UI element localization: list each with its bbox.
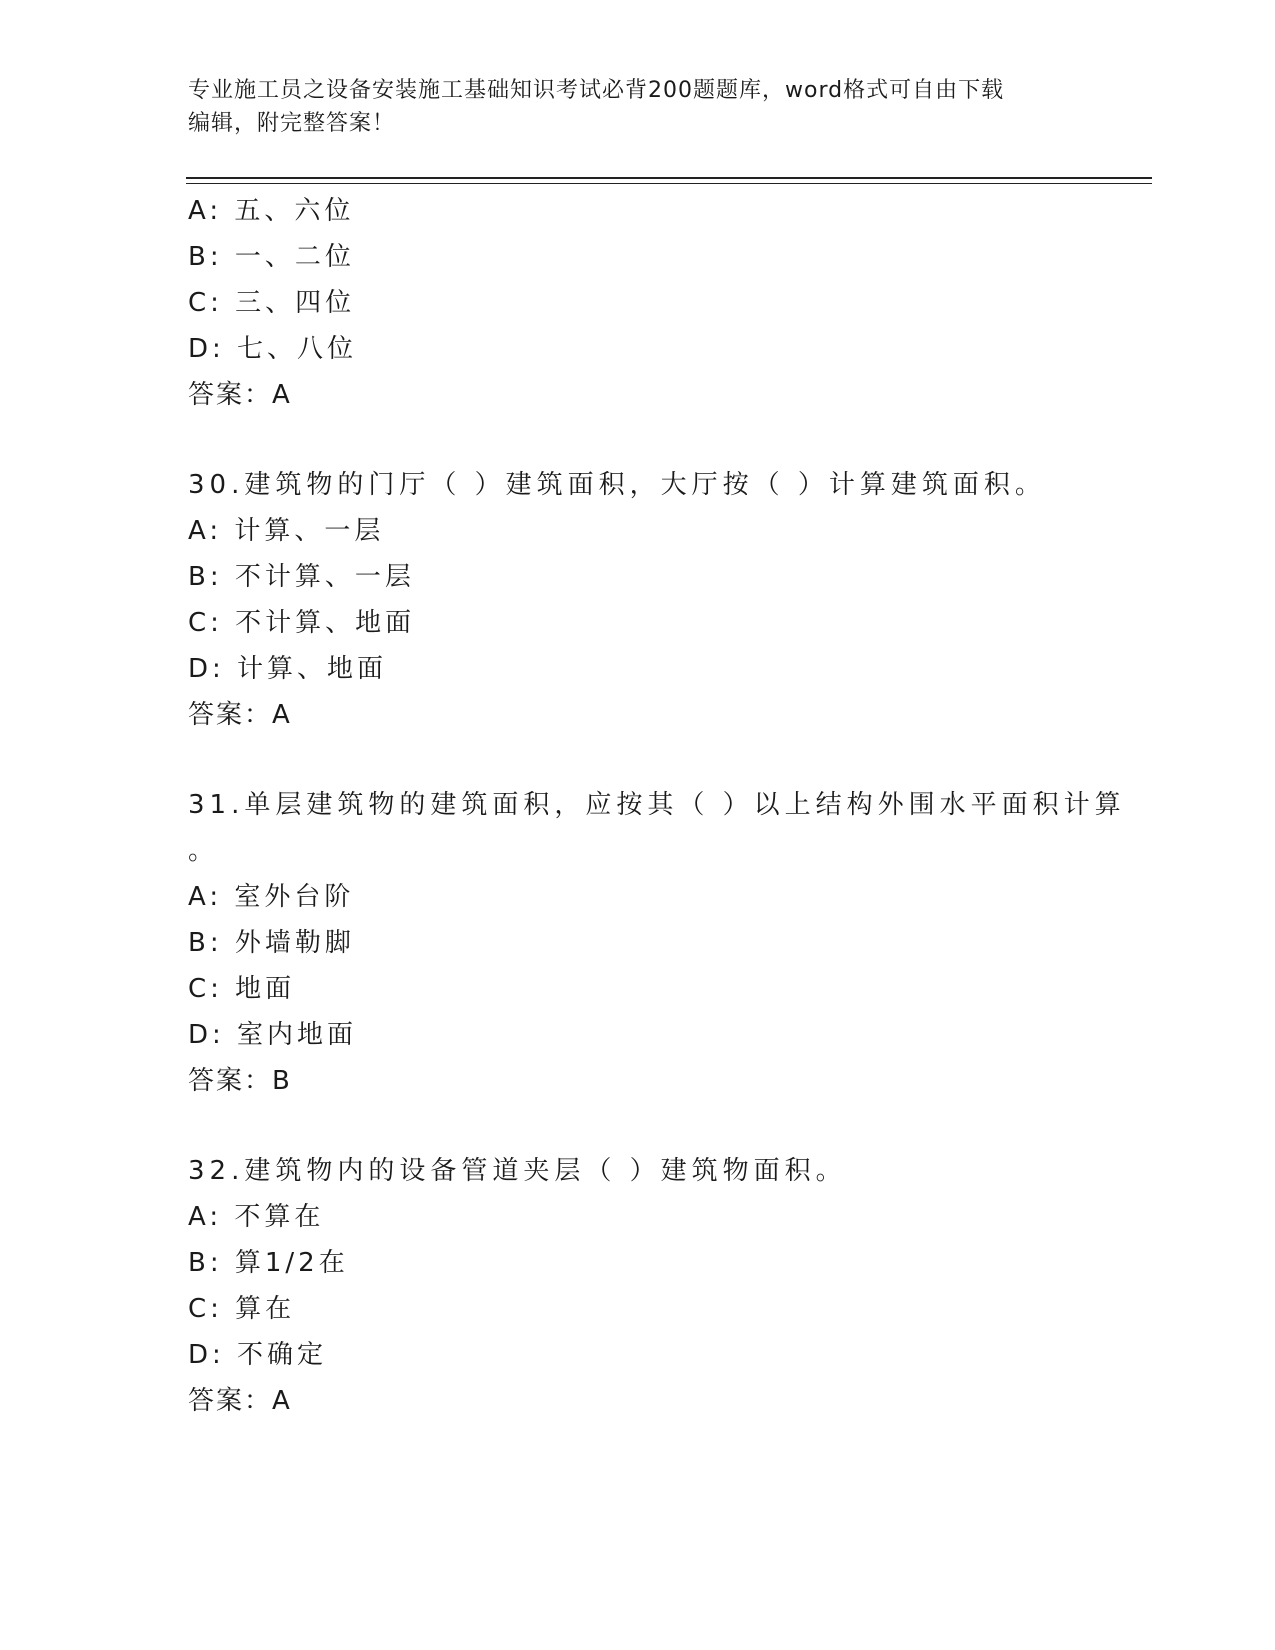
option-a: A: 不算在 (188, 1202, 325, 1232)
option-b: B: 一、二位 (188, 242, 355, 272)
option-c: C: 三、四位 (188, 288, 356, 318)
header-title-line2: 编辑，附完整答案！ (188, 111, 396, 136)
question-text: 31.单层建筑物的建筑面积，应按其（ ）以上结构外围水平面积计算 (188, 790, 1126, 820)
question-block-32 (188, 1148, 1088, 1424)
header-divider-thin (186, 183, 1152, 184)
option-d: D: 七、八位 (188, 334, 358, 364)
header-divider-thick (186, 177, 1152, 179)
option-a: A: 室外台阶 (188, 882, 355, 912)
question-text: 30.建筑物的门厅（ ）建筑面积，大厅按（ ）计算建筑面积。 (188, 470, 1046, 500)
answer-line: 答案：B (188, 1066, 292, 1096)
question-text: 32.建筑物内的设备管道夹层（ ）建筑物面积。 (188, 1156, 847, 1186)
answer-line: 答案：A (188, 1386, 292, 1416)
question-block-31 (188, 782, 1126, 1104)
option-d: D: 计算、地面 (188, 654, 388, 684)
option-a: A: 计算、一层 (188, 516, 385, 546)
answer-line: 答案：A (188, 380, 292, 410)
option-c: C: 地面 (188, 974, 296, 1004)
header-title-line1: 专业施工员之设备安装施工基础知识考试必背200题题库，word格式可自由下载 (188, 78, 1005, 103)
answer-line: 答案：A (188, 700, 292, 730)
document-header (188, 74, 1068, 140)
option-b: B: 外墙勒脚 (188, 928, 355, 958)
question-block-continued (188, 188, 1088, 418)
option-a: A: 五、六位 (188, 196, 355, 226)
question-block-30 (188, 462, 1088, 738)
option-b: B: 算1/2在 (188, 1248, 349, 1278)
option-b: B: 不计算、一层 (188, 562, 415, 592)
option-c: C: 算在 (188, 1294, 296, 1324)
question-text-continuation: 。 (188, 836, 215, 866)
option-d: D: 室内地面 (188, 1020, 358, 1050)
option-c: C: 不计算、地面 (188, 608, 416, 638)
option-d: D: 不确定 (188, 1340, 328, 1370)
question-list (188, 188, 1126, 1424)
